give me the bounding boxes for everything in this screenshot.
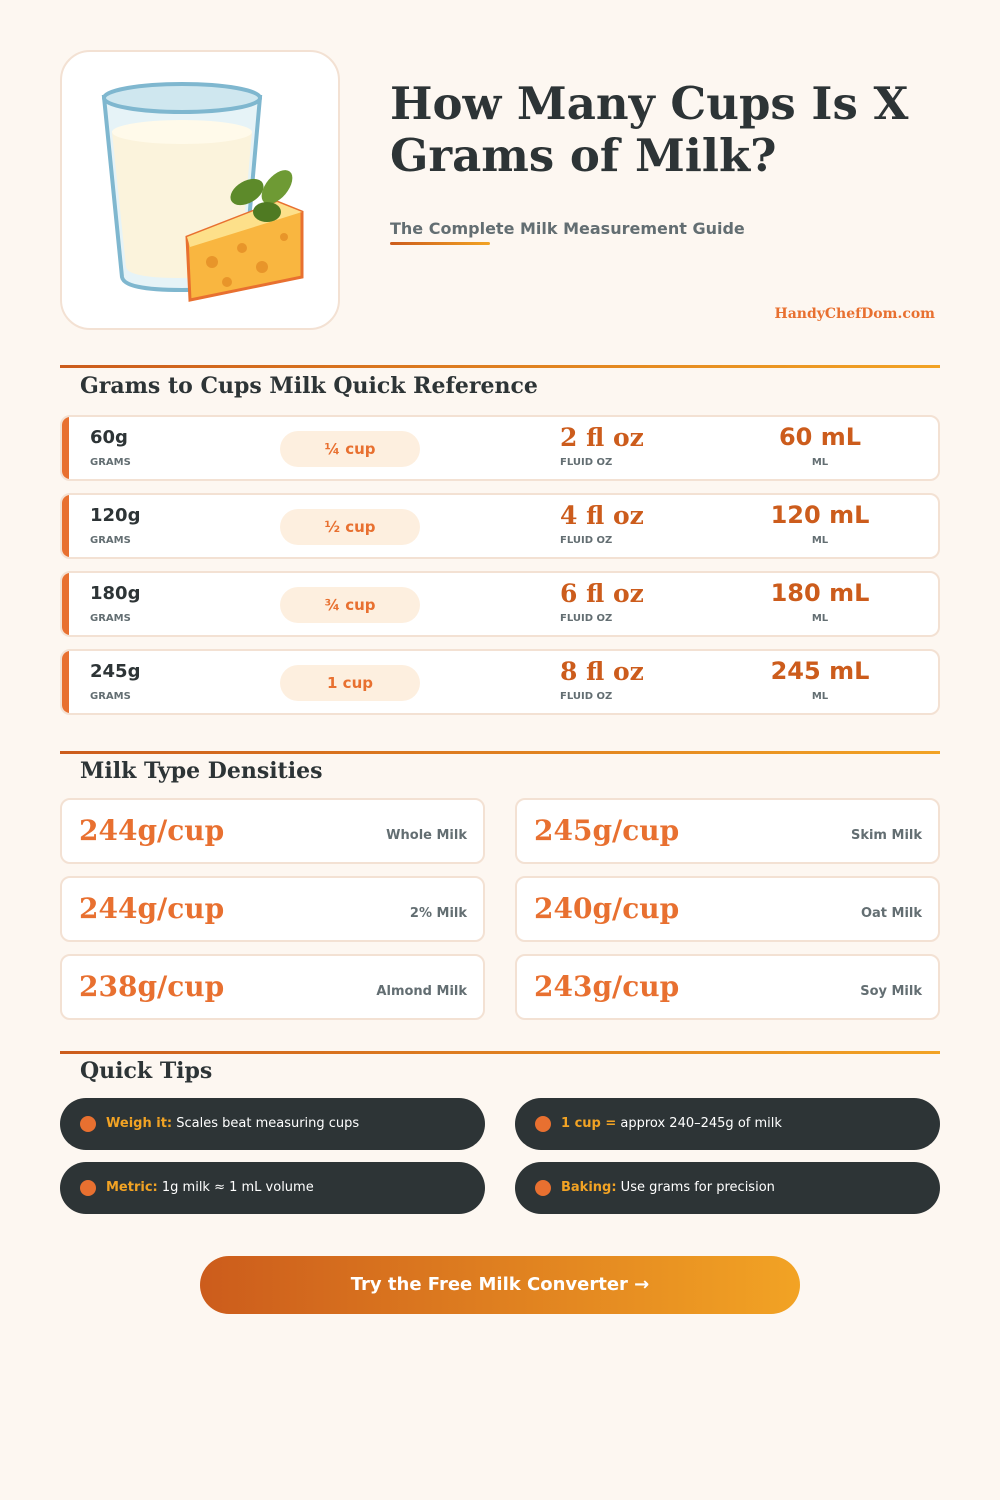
row-accent-bar xyxy=(62,417,69,479)
bullet-dot-icon xyxy=(80,1116,96,1132)
row-accent-bar xyxy=(62,495,69,557)
densities-heading: Milk Type Densities xyxy=(80,758,323,784)
grams-label: GRAMS xyxy=(90,457,131,468)
milk-type-name: 2% Milk xyxy=(409,906,467,921)
density-value: 243g/cup xyxy=(534,970,680,1003)
milk-type-name: Almond Milk xyxy=(376,984,467,999)
tip-text: 1g milk ≈ 1 mL volume xyxy=(157,1180,314,1195)
milk-type-name: Oat Milk xyxy=(860,906,922,921)
fluid-oz-label: FLUID OZ xyxy=(560,613,613,624)
hero-illustration-card xyxy=(60,50,340,330)
tip-text: Use grams for precision xyxy=(616,1180,775,1195)
ml-label: ML xyxy=(811,613,829,624)
grams-value: 245g xyxy=(90,661,141,682)
density-card xyxy=(515,798,940,864)
density-card xyxy=(515,954,940,1020)
fluid-oz-label: FLUID OZ xyxy=(560,535,613,546)
ml-value: 245 mL xyxy=(770,657,870,685)
grams-value: 120g xyxy=(90,505,141,526)
grams-value: 60g xyxy=(90,427,128,448)
section-divider xyxy=(60,365,940,368)
table-row xyxy=(60,649,940,715)
fluid-oz-label: FLUID OZ xyxy=(560,457,613,468)
cup-badge: ½ cup xyxy=(280,509,420,545)
tips-heading: Quick Tips xyxy=(80,1058,213,1084)
ml-label: ML xyxy=(811,457,829,468)
tip-text: approx 240–245g of milk xyxy=(616,1116,782,1131)
ml-value: 60 mL xyxy=(778,423,862,451)
density-value: 244g/cup xyxy=(79,892,225,925)
tip-label: Weigh it: xyxy=(106,1116,173,1131)
grams-label: GRAMS xyxy=(90,535,131,546)
section-divider xyxy=(60,1051,940,1054)
fluid-oz-value: 6 fl oz xyxy=(560,579,644,608)
density-card xyxy=(60,876,485,942)
grams-label: GRAMS xyxy=(90,613,131,624)
table-row xyxy=(60,571,940,637)
fluid-oz-value: 4 fl oz xyxy=(560,501,644,530)
ml-value: 180 mL xyxy=(770,579,870,607)
ml-label: ML xyxy=(811,535,829,546)
tip-label: Metric: xyxy=(106,1180,158,1195)
bullet-dot-icon xyxy=(535,1180,551,1196)
milk-type-name: Skim Milk xyxy=(850,828,922,843)
cup-badge: 1 cup xyxy=(280,665,420,701)
subtitle-underline xyxy=(390,242,490,245)
row-accent-bar xyxy=(62,573,69,635)
grams-value: 180g xyxy=(90,583,141,604)
tip-label: 1 cup = xyxy=(561,1116,617,1131)
table-row xyxy=(60,493,940,559)
tip-item xyxy=(515,1098,940,1150)
milk-glass-cheese-icon xyxy=(62,52,342,332)
milk-type-name: Whole Milk xyxy=(386,828,467,843)
bullet-dot-icon xyxy=(80,1180,96,1196)
table-row xyxy=(60,415,940,481)
density-value: 244g/cup xyxy=(79,814,225,847)
ml-value: 120 mL xyxy=(770,501,870,529)
grams-label: GRAMS xyxy=(90,691,131,702)
page-subtitle: The Complete Milk Measurement Guide xyxy=(390,219,745,238)
density-card xyxy=(515,876,940,942)
density-card xyxy=(60,798,485,864)
cup-badge: ¼ cup xyxy=(280,431,420,467)
density-value: 245g/cup xyxy=(534,814,680,847)
tip-item xyxy=(60,1162,485,1214)
density-card xyxy=(60,954,485,1020)
tip-item xyxy=(515,1162,940,1214)
fluid-oz-label: FLUID OZ xyxy=(560,691,613,702)
section-divider xyxy=(60,751,940,754)
cup-badge: ¾ cup xyxy=(280,587,420,623)
tip-label: Baking: xyxy=(561,1180,617,1195)
brand-link[interactable]: HandyChefDom.com xyxy=(774,306,935,322)
fluid-oz-value: 8 fl oz xyxy=(560,657,644,686)
density-value: 240g/cup xyxy=(534,892,680,925)
ml-label: ML xyxy=(811,691,829,702)
row-accent-bar xyxy=(62,651,69,713)
bullet-dot-icon xyxy=(535,1116,551,1132)
free-milk-converter-button[interactable]: Try the Free Milk Converter → xyxy=(200,1256,800,1314)
milk-type-name: Soy Milk xyxy=(860,984,922,999)
fluid-oz-value: 2 fl oz xyxy=(560,423,644,452)
tip-item xyxy=(60,1098,485,1150)
page-title: How Many Cups Is X Grams of Milk? xyxy=(390,77,909,182)
density-value: 238g/cup xyxy=(79,970,225,1003)
tip-text: Scales beat measuring cups xyxy=(172,1116,360,1131)
reference-heading: Grams to Cups Milk Quick Reference xyxy=(80,373,538,399)
